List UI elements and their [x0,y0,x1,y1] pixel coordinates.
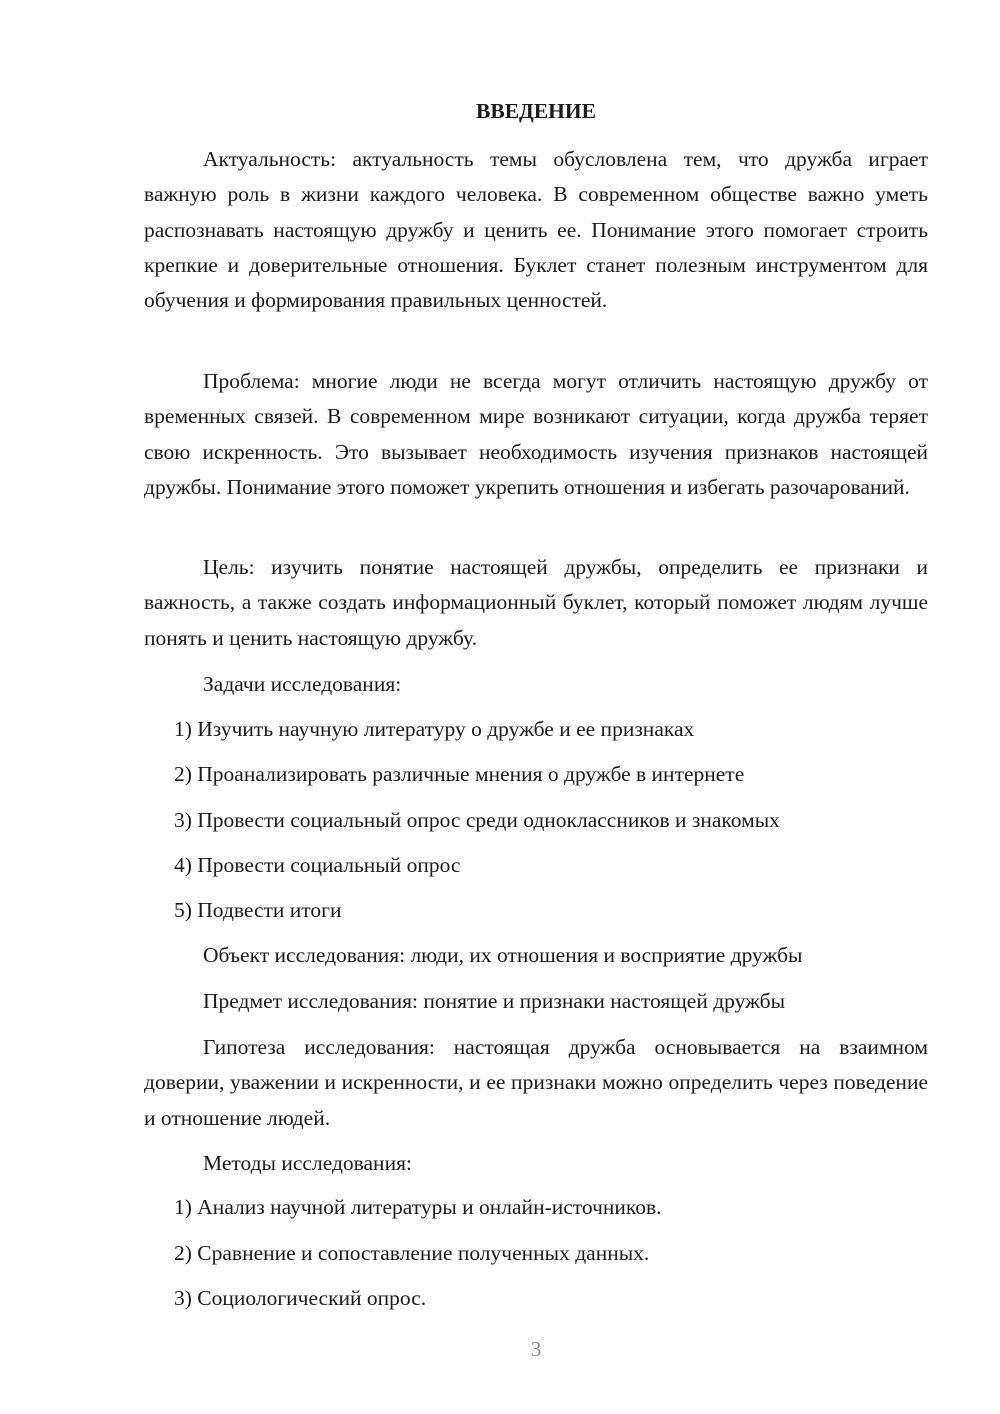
method-item-2: 2) Сравнение и сопоставление полученных данных. [174,1241,650,1265]
method-item-1: 1) Анализ научной литературы и онлайн-источников. [174,1195,662,1219]
page-number: 3 [530,1337,542,1361]
problem-paragraph: Проблема: многие люди не всегда могут отличить настоящую дружбу от временных связей. В современном мире возникают ситуации, когда дружба теряет свою искренность. Это вызывает необходимость изучения признаков настоящей дружбы. Понимание этого поможет укрепить отношения и избегать разочарований. [144,369,928,499]
task-item-1: 1) Изучить научную литературу о дружбе и ее признаках [174,717,695,741]
goal-paragraph: Цель: изучить понятие настоящей дружбы, определить ее признаки и важность, а также создать информационный буклет, который поможет людям лучше понять и ценить настоящую дружбу. [144,555,928,650]
methods-heading: Методы исследования: [203,1151,412,1175]
task-item-4: 4) Провести социальный опрос [174,853,461,877]
research-object: Объект исследования: люди, их отношения и восприятие дружбы [203,943,803,967]
research-subject: Предмет исследования: понятие и признаки настоящей дружбы [203,989,786,1013]
relevance-paragraph: Актуальность: актуальность темы обусловлена тем, что дружба играет важную роль в жизни каждого человека. В современном обществе важно уметь распознавать настоящую дружбу и ценить ее. Понимание этого помогает строить крепкие и доверительные отношения. Буклет станет полезным инструментом для обучения и формирования правильных ценностей. [144,147,928,313]
task-item-3: 3) Провести социальный опрос среди одноклассников и знакомых [174,808,780,832]
tasks-heading: Задачи исследования: [203,672,402,696]
section-title: ВВЕДЕНИЕ [476,99,596,123]
method-item-3: 3) Социологический опрос. [174,1286,427,1310]
task-item-5: 5) Подвести итоги [174,898,342,922]
hypothesis-paragraph: Гипотеза исследования: настоящая дружба основывается на взаимном доверии, уважении и искренности, и ее признаки можно определить через поведение и отношение людей. [144,1035,928,1130]
task-item-2: 2) Проанализировать различные мнения о дружбе в интернете [174,762,745,786]
